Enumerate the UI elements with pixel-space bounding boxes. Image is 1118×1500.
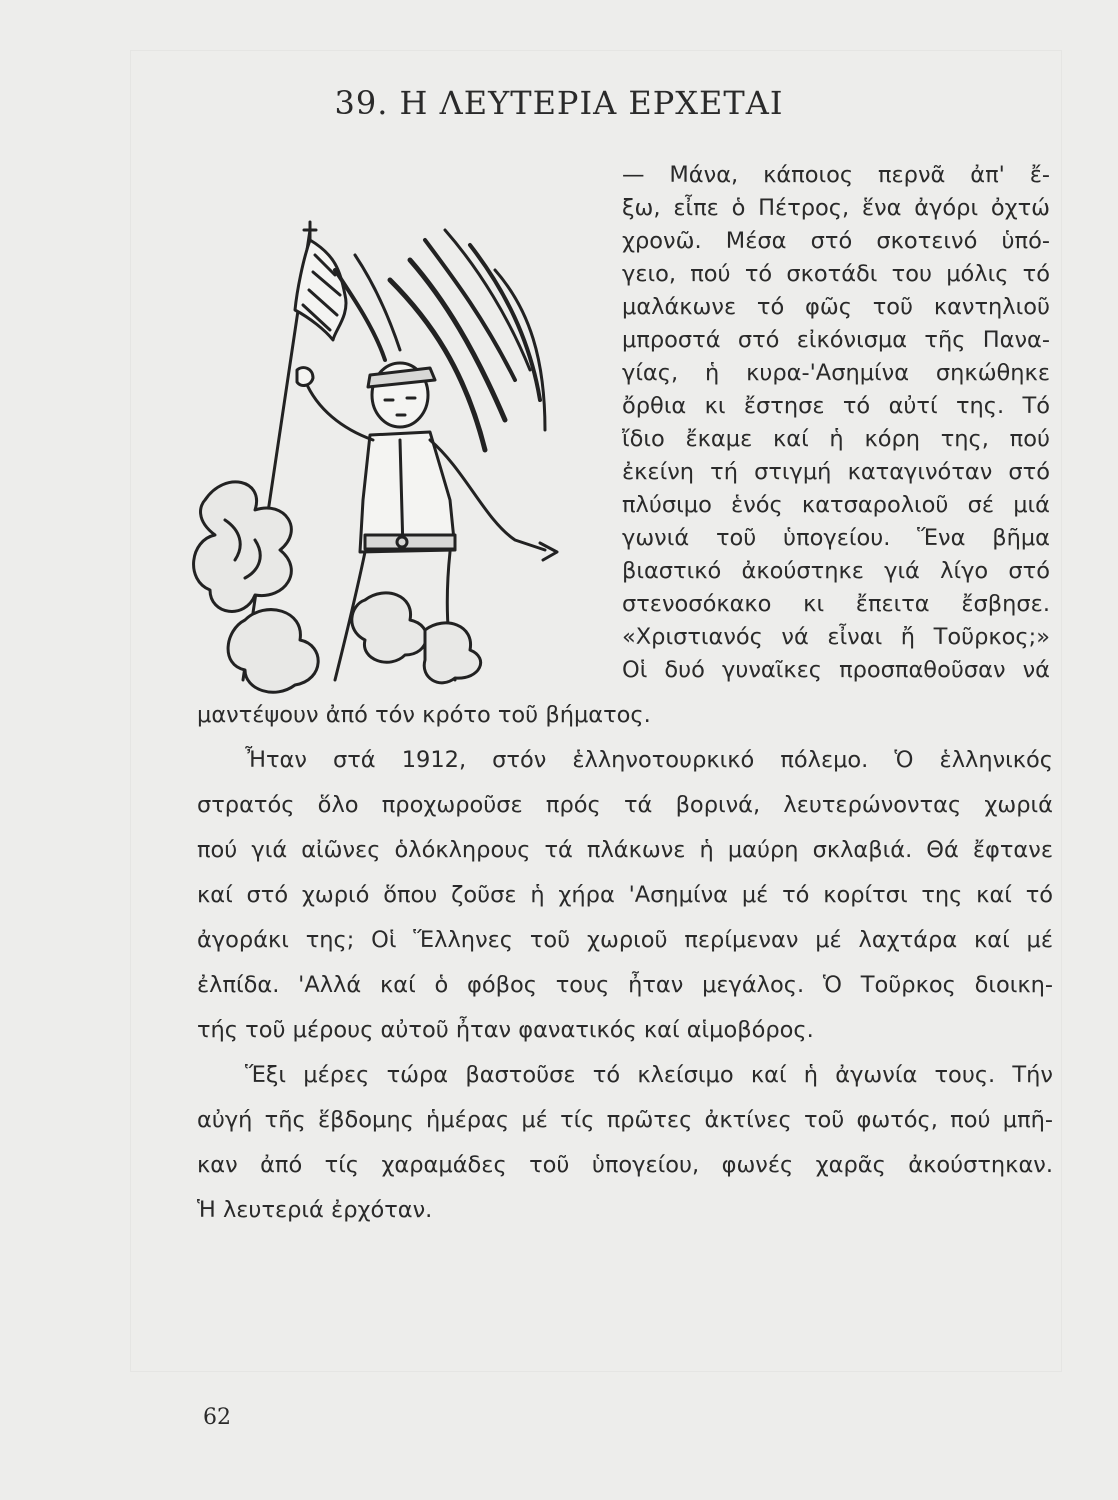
text-line: καί στό χωριό ὅπου ζοῦσε ἡ χήρα 'Ασημίνα μέ τό κορίτσι της καί τό (197, 882, 1053, 908)
text-line: γωνιά τοῦ ὑπογείου. Ἕνα βῆμα (622, 525, 1050, 551)
text-line: ξω, εἶπε ὁ Πέτρος, ἕνα ἀγόρι ὀχτώ (622, 195, 1050, 221)
text-line: ὄρθια κι ἔστησε τό αὐτί της. Τό (622, 393, 1050, 419)
page-number: 62 (203, 1405, 231, 1430)
text-line: τής τοῦ μέρους αὐτοῦ ἦταν φανατικός καί αἱμοβόρος. (197, 1017, 814, 1043)
text-line: καν ἀπό τίς χαραμάδες τοῦ ὑπογείου, φωνές χαρᾶς ἀκούστηκαν. (197, 1152, 1053, 1178)
text-line: «Χριστιανός νά εἶναι ἤ Τοῦρκος;» (622, 624, 1050, 650)
text-line: Ἦταν στά 1912, στόν ἑλληνοτουρκικό πόλεμο. Ὁ ἑλληνικός (245, 747, 1053, 773)
soldier-with-flag-illustration (185, 200, 595, 700)
text-line: ἴδιο ἔκαμε καί ἡ κόρη της, πού (622, 426, 1050, 452)
text-line: Οἱ δυό γυναῖκες προσπαθοῦσαν νά (622, 657, 1050, 683)
text-line: γίας, ἡ κυρα-'Ασημίνα σηκώθηκε (622, 360, 1050, 386)
text-line: χρονῶ. Μέσα στό σκοτεινό ὑπό- (622, 228, 1050, 254)
text-line: μπροστά στό εἰκόνισμα τῆς Πανα- (622, 327, 1050, 353)
text-line: μαλάκωνε τό φῶς τοῦ καντηλιοῦ (622, 294, 1050, 320)
text-line: γειο, πού τό σκοτάδι του μόλις τό (622, 261, 1050, 287)
chapter-title: 39. Η ΛΕΥΤΕΡΙΑ ΕΡΧΕΤΑΙ (334, 84, 784, 122)
text-line: πλύσιμο ἑνός κατσαρολιοῦ σέ μιά (622, 492, 1050, 518)
text-line: Ἕξι μέρες τώρα βαστοῦσε τό κλείσιμο καί ἡ ἀγωνία τους. Τήν (245, 1062, 1053, 1088)
text-line: βιαστικό ἀκούστηκε γιά λίγο στό (622, 558, 1050, 584)
text-line: στενοσόκακο κι ἔπειτα ἔσβησε. (622, 591, 1050, 617)
text-line: Ἡ λευτεριά ἐρχόταν. (197, 1197, 433, 1223)
text-line: ἐκείνη τή στιγμή καταγινόταν στό (622, 459, 1050, 485)
text-line: μαντέψουν ἀπό τόν κρότο τοῦ βήματος. (197, 702, 651, 728)
text-line: — Μάνα, κάποιος περνᾶ ἀπ' ἔ- (622, 162, 1050, 188)
text-line: πού γιά αἰῶνες ὁλόκληρους τά πλάκωνε ἡ μαύρη σκλαβιά. Θά ἔφτανε (197, 837, 1053, 863)
text-line: ἀγοράκι της; Οἱ Ἕλληνες τοῦ χωριοῦ περίμεναν μέ λαχτάρα καί μέ (197, 927, 1053, 953)
text-line: αὐγή τῆς ἕβδομης ἡμέρας μέ τίς πρῶτες ἀκτίνες τοῦ φωτός, πού μπῆ- (197, 1107, 1053, 1133)
text-line: στρατός ὅλο προχωροῦσε πρός τά βορινά, λευτερώνοντας χωριά (197, 792, 1053, 818)
text-line: ἐλπίδα. 'Αλλά καί ὁ φόβος τους ἦταν μεγάλος. Ὁ Τοῦρκος διοικη- (197, 972, 1053, 998)
